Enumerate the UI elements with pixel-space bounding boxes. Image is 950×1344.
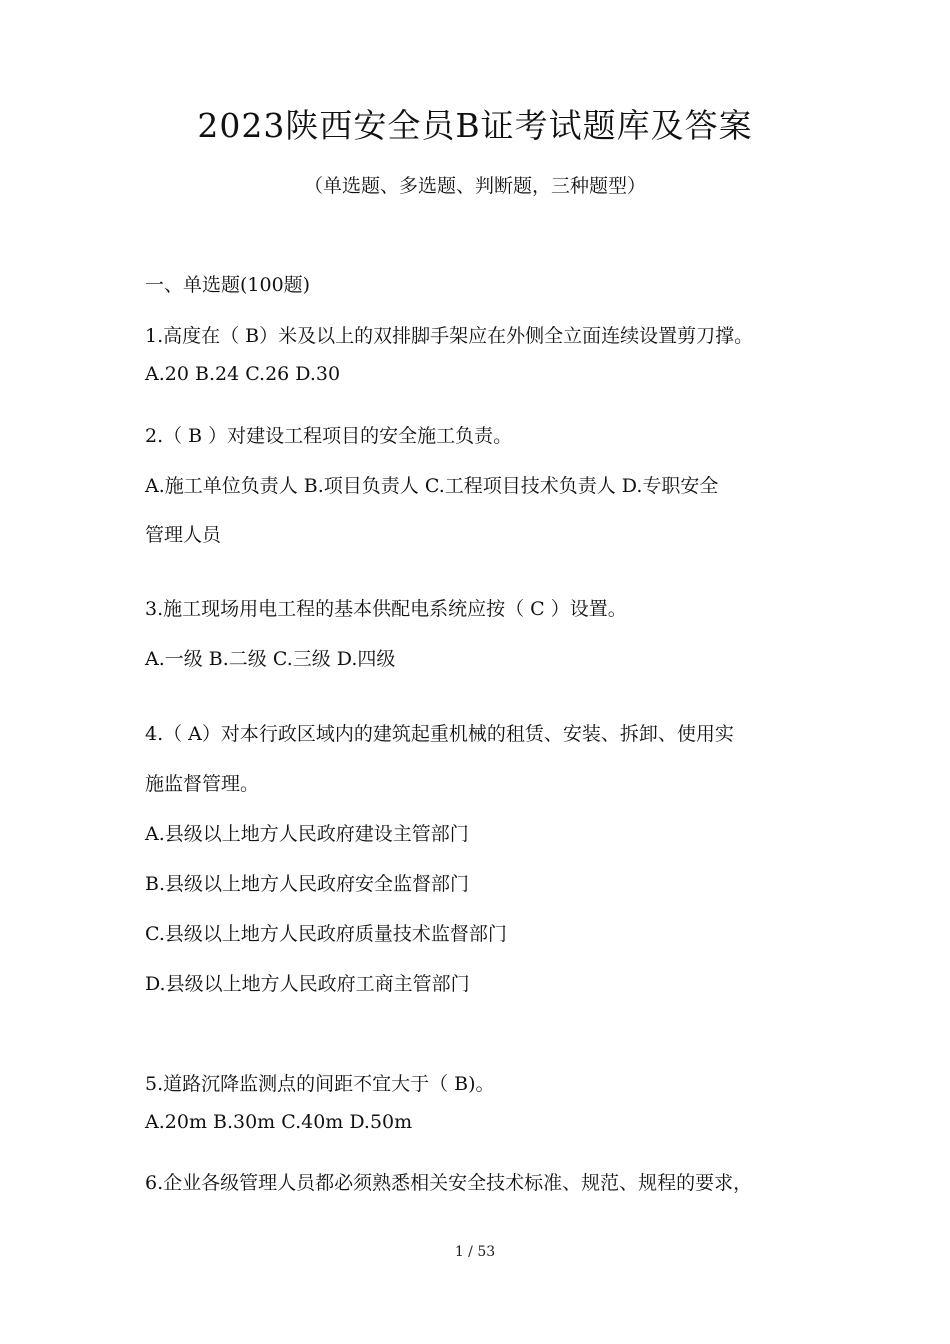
- question-6-text: 6.企业各级管理人员都必须熟悉相关安全技术标准、规范、规程的要求，: [145, 1172, 753, 1194]
- question-4-option-c: C.县级以上地方人民政府质量技术监督部门: [145, 923, 507, 945]
- question-2-options-cont: 管理人员: [145, 524, 222, 546]
- question-2-text: 2.（ B ）对建设工程项目的安全施工负责。: [145, 425, 513, 447]
- question-2-options: A.施工单位负责人 B.项目负责人 C.工程项目技术负责人 D.专职安全: [145, 475, 719, 497]
- question-1-options: A.20 B.24 C.26 D.30: [145, 363, 341, 385]
- page-number: 1 / 53: [454, 1244, 496, 1260]
- question-4-text-cont: 施监督管理。: [145, 773, 260, 795]
- question-4-option-b: B.县级以上地方人民政府安全监督部门: [145, 873, 470, 895]
- question-3-options: A.一级 B.二级 C.三级 D.四级: [145, 648, 396, 670]
- question-4-option-d: D.县级以上地方人民政府工商主管部门: [145, 973, 470, 995]
- question-4-option-a: A.县级以上地方人民政府建设主管部门: [145, 823, 469, 845]
- document-title: 2023陕西安全员B证考试题库及答案: [197, 106, 753, 145]
- question-5-text: 5.道路沉降监测点的间距不宜大于（ B)。: [145, 1073, 495, 1095]
- question-5-options: A.20m B.30m C.40m D.50m: [145, 1111, 413, 1133]
- question-4-text: 4.（ A）对本行政区域内的建筑起重机械的租赁、安装、拆卸、使用实: [145, 723, 734, 745]
- section-heading: 一、单选题(100题): [145, 274, 311, 296]
- question-3-text: 3.施工现场用电工程的基本供配电系统应按（ C ）设置。: [145, 598, 627, 620]
- document-subtitle: （单选题、多选题、判断题，三种题型）: [303, 175, 646, 197]
- question-1-text: 1.高度在（ B）米及以上的双排脚手架应在外侧全立面连续设置剪刀撑。: [145, 325, 754, 347]
